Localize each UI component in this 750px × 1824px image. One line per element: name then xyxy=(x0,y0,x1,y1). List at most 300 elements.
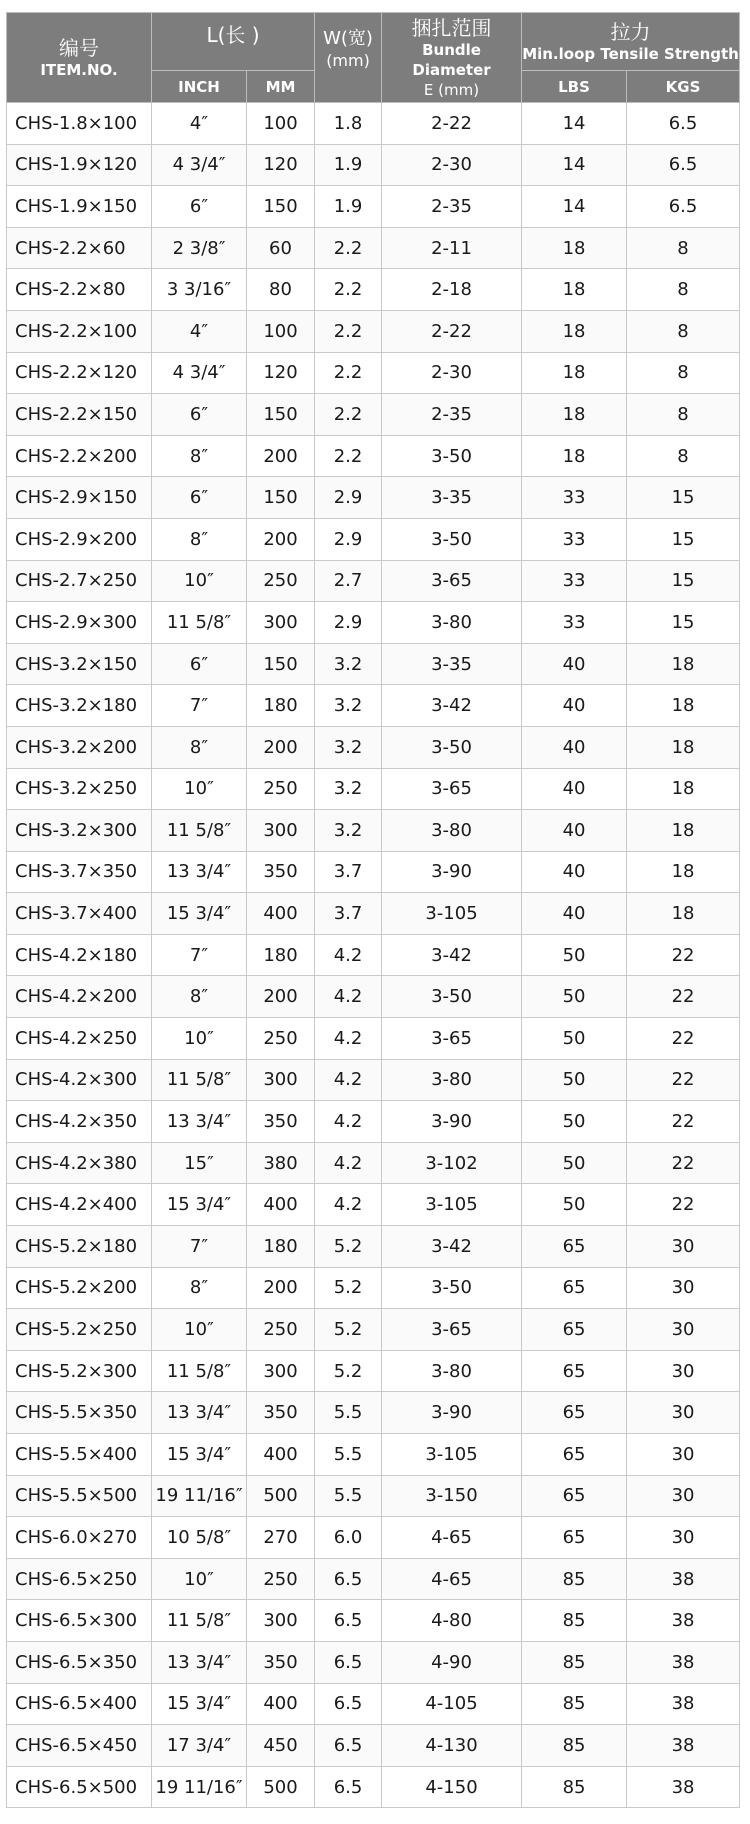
cell-length-inch: 8″ xyxy=(152,435,247,477)
cell-tensile-kgs: 18 xyxy=(627,643,740,685)
cell-tensile-lbs: 18 xyxy=(522,310,627,352)
table-row xyxy=(7,394,740,436)
cell-tensile-lbs: 40 xyxy=(522,768,627,810)
cell-length-mm: 150 xyxy=(247,643,315,685)
table-row xyxy=(7,1350,740,1392)
cell-tensile-kgs: 8 xyxy=(627,394,740,436)
table-row xyxy=(7,1184,740,1226)
cell-width: 2.9 xyxy=(315,477,382,519)
cell-tensile-lbs: 65 xyxy=(522,1517,627,1559)
cell-length-mm: 400 xyxy=(247,893,315,935)
cell-tensile-lbs: 85 xyxy=(522,1766,627,1808)
header-tensile-en: Min.loop Tensile Strength xyxy=(522,44,739,63)
cell-length-inch: 13 3/4″ xyxy=(152,1101,247,1143)
cell-tensile-lbs: 40 xyxy=(522,851,627,893)
cell-bundle-diameter: 3-102 xyxy=(382,1142,522,1184)
cell-bundle-diameter: 4-65 xyxy=(382,1558,522,1600)
header-width-unit: (mm) xyxy=(326,51,370,70)
cell-item-no: CHS-4.2×200 xyxy=(7,976,152,1018)
cell-item-no: CHS-2.2×80 xyxy=(7,269,152,311)
cell-bundle-diameter: 3-35 xyxy=(382,477,522,519)
cell-item-no: CHS-5.2×180 xyxy=(7,1226,152,1268)
table-row xyxy=(7,477,740,519)
cell-width: 5.5 xyxy=(315,1475,382,1517)
cell-length-inch: 11 5/8″ xyxy=(152,1059,247,1101)
cell-item-no: CHS-3.2×150 xyxy=(7,643,152,685)
cell-bundle-diameter: 3-50 xyxy=(382,1267,522,1309)
cell-length-mm: 450 xyxy=(247,1725,315,1767)
cell-length-inch: 17 3/4″ xyxy=(152,1725,247,1767)
cell-tensile-kgs: 30 xyxy=(627,1517,740,1559)
table-row xyxy=(7,1475,740,1517)
table-row xyxy=(7,1101,740,1143)
cell-item-no: CHS-6.5×350 xyxy=(7,1641,152,1683)
cell-bundle-diameter: 3-42 xyxy=(382,685,522,727)
cell-tensile-kgs: 15 xyxy=(627,518,740,560)
table-row xyxy=(7,1059,740,1101)
cell-width: 5.2 xyxy=(315,1309,382,1351)
cell-item-no: CHS-1.9×120 xyxy=(7,144,152,186)
table-row xyxy=(7,435,740,477)
cell-tensile-lbs: 50 xyxy=(522,1018,627,1060)
cell-item-no: CHS-5.5×350 xyxy=(7,1392,152,1434)
table-row xyxy=(7,1434,740,1476)
cell-length-mm: 100 xyxy=(247,310,315,352)
cell-length-inch: 13 3/4″ xyxy=(152,1392,247,1434)
cell-length-inch: 15″ xyxy=(152,1142,247,1184)
cell-length-mm: 300 xyxy=(247,1350,315,1392)
cell-bundle-diameter: 2-30 xyxy=(382,352,522,394)
cell-item-no: CHS-4.2×400 xyxy=(7,1184,152,1226)
table-row xyxy=(7,227,740,269)
table-row xyxy=(7,726,740,768)
cell-item-no: CHS-6.0×270 xyxy=(7,1517,152,1559)
header-mm: MM xyxy=(247,71,315,103)
cell-width: 1.9 xyxy=(315,186,382,228)
cell-length-inch: 19 11/16″ xyxy=(152,1475,247,1517)
cell-bundle-diameter: 2-35 xyxy=(382,186,522,228)
cell-tensile-kgs: 8 xyxy=(627,310,740,352)
cell-width: 4.2 xyxy=(315,1142,382,1184)
cell-item-no: CHS-5.5×400 xyxy=(7,1434,152,1476)
cell-tensile-kgs: 18 xyxy=(627,851,740,893)
cell-length-mm: 250 xyxy=(247,1558,315,1600)
cell-length-mm: 180 xyxy=(247,1226,315,1268)
cell-tensile-lbs: 50 xyxy=(522,976,627,1018)
cell-length-mm: 400 xyxy=(247,1434,315,1476)
table-row xyxy=(7,810,740,852)
header-bundle xyxy=(382,13,522,103)
cell-width: 4.2 xyxy=(315,1059,382,1101)
cell-item-no: CHS-2.2×120 xyxy=(7,352,152,394)
table-row xyxy=(7,1392,740,1434)
cell-tensile-kgs: 30 xyxy=(627,1267,740,1309)
cell-width: 5.2 xyxy=(315,1350,382,1392)
cell-tensile-kgs: 18 xyxy=(627,685,740,727)
cell-tensile-kgs: 6.5 xyxy=(627,144,740,186)
cell-tensile-lbs: 14 xyxy=(522,186,627,228)
cell-tensile-kgs: 30 xyxy=(627,1226,740,1268)
table-body xyxy=(7,103,740,1808)
cell-width: 2.2 xyxy=(315,352,382,394)
table-row xyxy=(7,851,740,893)
cell-tensile-kgs: 38 xyxy=(627,1600,740,1642)
cell-item-no: CHS-4.2×380 xyxy=(7,1142,152,1184)
cell-item-no: CHS-1.9×150 xyxy=(7,186,152,228)
cell-length-inch: 6″ xyxy=(152,394,247,436)
cell-length-mm: 250 xyxy=(247,1018,315,1060)
cell-tensile-kgs: 8 xyxy=(627,227,740,269)
cell-length-mm: 200 xyxy=(247,435,315,477)
cell-item-no: CHS-4.2×350 xyxy=(7,1101,152,1143)
cell-length-inch: 15 3/4″ xyxy=(152,1184,247,1226)
cell-length-inch: 4″ xyxy=(152,103,247,145)
cell-width: 6.5 xyxy=(315,1641,382,1683)
cell-item-no: CHS-3.2×250 xyxy=(7,768,152,810)
cell-length-inch: 15 3/4″ xyxy=(152,1683,247,1725)
cell-bundle-diameter: 3-80 xyxy=(382,1350,522,1392)
table-row xyxy=(7,1018,740,1060)
cell-tensile-lbs: 18 xyxy=(522,435,627,477)
header-length-label: L(长 ) xyxy=(206,23,260,47)
cell-width: 5.2 xyxy=(315,1226,382,1268)
cell-length-inch: 7″ xyxy=(152,934,247,976)
cell-tensile-lbs: 40 xyxy=(522,893,627,935)
cell-tensile-lbs: 18 xyxy=(522,352,627,394)
cell-length-mm: 120 xyxy=(247,352,315,394)
cell-width: 3.2 xyxy=(315,726,382,768)
cell-width: 3.2 xyxy=(315,643,382,685)
cell-length-mm: 350 xyxy=(247,1392,315,1434)
cell-bundle-diameter: 3-65 xyxy=(382,768,522,810)
cell-length-mm: 250 xyxy=(247,1309,315,1351)
table-row xyxy=(7,1267,740,1309)
cell-length-inch: 6″ xyxy=(152,186,247,228)
cell-width: 1.8 xyxy=(315,103,382,145)
cell-length-mm: 200 xyxy=(247,976,315,1018)
cell-item-no: CHS-2.9×200 xyxy=(7,518,152,560)
cell-tensile-kgs: 22 xyxy=(627,1184,740,1226)
table-row xyxy=(7,934,740,976)
cell-item-no: CHS-6.5×300 xyxy=(7,1600,152,1642)
table-row xyxy=(7,1309,740,1351)
cell-width: 6.5 xyxy=(315,1683,382,1725)
cell-item-no: CHS-2.2×150 xyxy=(7,394,152,436)
header-tensile xyxy=(522,13,740,71)
cell-tensile-lbs: 18 xyxy=(522,394,627,436)
cell-width: 1.9 xyxy=(315,144,382,186)
cell-tensile-lbs: 40 xyxy=(522,643,627,685)
table-row xyxy=(7,518,740,560)
cell-tensile-kgs: 22 xyxy=(627,1018,740,1060)
cell-width: 5.5 xyxy=(315,1392,382,1434)
cell-length-mm: 380 xyxy=(247,1142,315,1184)
cell-item-no: CHS-4.2×250 xyxy=(7,1018,152,1060)
cell-tensile-kgs: 18 xyxy=(627,768,740,810)
cell-bundle-diameter: 3-105 xyxy=(382,1434,522,1476)
cell-length-inch: 10″ xyxy=(152,1018,247,1060)
cell-width: 6.5 xyxy=(315,1766,382,1808)
cell-tensile-lbs: 50 xyxy=(522,1184,627,1226)
cell-item-no: CHS-6.5×250 xyxy=(7,1558,152,1600)
cell-tensile-kgs: 8 xyxy=(627,435,740,477)
cell-item-no: CHS-2.7×250 xyxy=(7,560,152,602)
cell-tensile-kgs: 30 xyxy=(627,1475,740,1517)
table-row xyxy=(7,144,740,186)
cell-tensile-lbs: 40 xyxy=(522,726,627,768)
cell-length-mm: 500 xyxy=(247,1766,315,1808)
cell-tensile-kgs: 15 xyxy=(627,560,740,602)
cell-item-no: CHS-2.2×60 xyxy=(7,227,152,269)
header-bundle-zh: 捆扎范围 xyxy=(411,15,492,40)
header-lbs: LBS xyxy=(522,71,627,103)
cell-length-inch: 2 3/8″ xyxy=(152,227,247,269)
cell-bundle-diameter: 3-90 xyxy=(382,1101,522,1143)
cell-length-inch: 7″ xyxy=(152,685,247,727)
table-row xyxy=(7,976,740,1018)
cell-bundle-diameter: 2-18 xyxy=(382,269,522,311)
cell-bundle-diameter: 3-50 xyxy=(382,976,522,1018)
cell-bundle-diameter: 3-50 xyxy=(382,518,522,560)
cell-length-inch: 11 5/8″ xyxy=(152,1350,247,1392)
cell-tensile-lbs: 18 xyxy=(522,269,627,311)
cell-width: 2.2 xyxy=(315,394,382,436)
cell-tensile-lbs: 33 xyxy=(522,518,627,560)
cell-length-inch: 3 3/16″ xyxy=(152,269,247,311)
cell-tensile-lbs: 33 xyxy=(522,602,627,644)
header-item-no xyxy=(7,13,152,103)
cell-length-inch: 6″ xyxy=(152,477,247,519)
cell-item-no: CHS-2.2×100 xyxy=(7,310,152,352)
table-row xyxy=(7,1725,740,1767)
cell-length-inch: 10″ xyxy=(152,768,247,810)
cell-width: 4.2 xyxy=(315,976,382,1018)
cell-tensile-lbs: 85 xyxy=(522,1725,627,1767)
cell-bundle-diameter: 3-105 xyxy=(382,893,522,935)
cell-width: 4.2 xyxy=(315,1101,382,1143)
cell-length-inch: 4″ xyxy=(152,310,247,352)
cell-length-mm: 350 xyxy=(247,1641,315,1683)
cell-length-inch: 13 3/4″ xyxy=(152,1641,247,1683)
cell-tensile-lbs: 33 xyxy=(522,560,627,602)
cell-length-inch: 4 3/4″ xyxy=(152,352,247,394)
cell-item-no: CHS-3.2×200 xyxy=(7,726,152,768)
cell-length-mm: 400 xyxy=(247,1184,315,1226)
table-row xyxy=(7,1683,740,1725)
cell-item-no: CHS-3.2×180 xyxy=(7,685,152,727)
header-tensile-zh: 拉力 xyxy=(610,19,651,44)
table-row xyxy=(7,352,740,394)
table-row xyxy=(7,269,740,311)
cell-tensile-kgs: 22 xyxy=(627,934,740,976)
cell-bundle-diameter: 3-65 xyxy=(382,1309,522,1351)
cell-tensile-lbs: 65 xyxy=(522,1226,627,1268)
cell-item-no: CHS-4.2×180 xyxy=(7,934,152,976)
cell-length-inch: 10″ xyxy=(152,560,247,602)
cell-length-mm: 180 xyxy=(247,934,315,976)
cell-length-mm: 60 xyxy=(247,227,315,269)
cell-length-inch: 10 5/8″ xyxy=(152,1517,247,1559)
cell-bundle-diameter: 3-80 xyxy=(382,602,522,644)
cell-tensile-kgs: 8 xyxy=(627,352,740,394)
cell-bundle-diameter: 2-30 xyxy=(382,144,522,186)
cell-bundle-diameter: 3-80 xyxy=(382,810,522,852)
cell-tensile-kgs: 30 xyxy=(627,1309,740,1351)
cell-bundle-diameter: 3-42 xyxy=(382,1226,522,1268)
cell-item-no: CHS-2.9×150 xyxy=(7,477,152,519)
table-row xyxy=(7,893,740,935)
header-item-en: ITEM.NO. xyxy=(40,60,118,79)
cell-tensile-kgs: 30 xyxy=(627,1350,740,1392)
cell-tensile-lbs: 65 xyxy=(522,1434,627,1476)
cell-length-mm: 150 xyxy=(247,186,315,228)
cell-item-no: CHS-3.7×350 xyxy=(7,851,152,893)
cell-length-mm: 150 xyxy=(247,477,315,519)
cell-width: 2.2 xyxy=(315,269,382,311)
cell-item-no: CHS-5.2×200 xyxy=(7,1267,152,1309)
cell-tensile-kgs: 38 xyxy=(627,1558,740,1600)
cell-bundle-diameter: 4-90 xyxy=(382,1641,522,1683)
cell-tensile-lbs: 50 xyxy=(522,1059,627,1101)
cell-item-no: CHS-1.8×100 xyxy=(7,103,152,145)
cell-tensile-kgs: 6.5 xyxy=(627,103,740,145)
cell-tensile-kgs: 18 xyxy=(627,893,740,935)
header-item-zh: 编号 xyxy=(59,35,99,60)
cell-tensile-kgs: 18 xyxy=(627,726,740,768)
cell-length-mm: 250 xyxy=(247,768,315,810)
table-row xyxy=(7,1641,740,1683)
table-row xyxy=(7,602,740,644)
cell-length-inch: 10″ xyxy=(152,1309,247,1351)
cell-width: 2.2 xyxy=(315,310,382,352)
cell-tensile-kgs: 6.5 xyxy=(627,186,740,228)
cell-length-mm: 300 xyxy=(247,1059,315,1101)
cell-length-inch: 6″ xyxy=(152,643,247,685)
cell-length-inch: 11 5/8″ xyxy=(152,810,247,852)
cell-bundle-diameter: 2-22 xyxy=(382,103,522,145)
header-inch: INCH xyxy=(152,71,247,103)
table-row xyxy=(7,103,740,145)
cell-width: 2.7 xyxy=(315,560,382,602)
table-row xyxy=(7,643,740,685)
header-kgs: KGS xyxy=(627,71,740,103)
cell-bundle-diameter: 3-50 xyxy=(382,726,522,768)
cell-length-mm: 500 xyxy=(247,1475,315,1517)
cell-tensile-kgs: 18 xyxy=(627,810,740,852)
cell-length-inch: 15 3/4″ xyxy=(152,1434,247,1476)
cell-bundle-diameter: 3-35 xyxy=(382,643,522,685)
cell-tensile-lbs: 40 xyxy=(522,810,627,852)
cell-width: 3.2 xyxy=(315,768,382,810)
cell-bundle-diameter: 4-150 xyxy=(382,1766,522,1808)
header-length xyxy=(152,13,315,71)
cell-tensile-lbs: 85 xyxy=(522,1558,627,1600)
cell-tensile-kgs: 22 xyxy=(627,1142,740,1184)
header-width xyxy=(315,13,382,103)
cell-width: 3.7 xyxy=(315,893,382,935)
cell-width: 4.2 xyxy=(315,1184,382,1226)
cell-bundle-diameter: 3-90 xyxy=(382,1392,522,1434)
cell-length-mm: 200 xyxy=(247,1267,315,1309)
cell-width: 6.0 xyxy=(315,1517,382,1559)
header-width-label: W(宽) xyxy=(323,28,373,49)
table-row xyxy=(7,1600,740,1642)
cell-tensile-kgs: 8 xyxy=(627,269,740,311)
table-row xyxy=(7,1226,740,1268)
cell-tensile-kgs: 38 xyxy=(627,1641,740,1683)
cell-length-mm: 80 xyxy=(247,269,315,311)
cell-tensile-kgs: 38 xyxy=(627,1725,740,1767)
cell-bundle-diameter: 2-11 xyxy=(382,227,522,269)
cell-item-no: CHS-2.2×200 xyxy=(7,435,152,477)
cell-length-inch: 8″ xyxy=(152,976,247,1018)
cell-tensile-kgs: 22 xyxy=(627,1101,740,1143)
cell-length-inch: 11 5/8″ xyxy=(152,1600,247,1642)
cell-length-mm: 200 xyxy=(247,726,315,768)
cell-length-inch: 15 3/4″ xyxy=(152,893,247,935)
cell-tensile-lbs: 65 xyxy=(522,1350,627,1392)
cell-width: 2.2 xyxy=(315,227,382,269)
cell-bundle-diameter: 3-105 xyxy=(382,1184,522,1226)
cell-tensile-kgs: 15 xyxy=(627,602,740,644)
cell-bundle-diameter: 3-65 xyxy=(382,560,522,602)
cell-length-mm: 150 xyxy=(247,394,315,436)
cell-item-no: CHS-4.2×300 xyxy=(7,1059,152,1101)
cell-tensile-lbs: 85 xyxy=(522,1641,627,1683)
cell-width: 3.2 xyxy=(315,810,382,852)
cell-length-inch: 8″ xyxy=(152,726,247,768)
header-bundle-en: Bundle Diameter xyxy=(412,40,491,79)
cell-tensile-lbs: 50 xyxy=(522,934,627,976)
cell-length-mm: 300 xyxy=(247,602,315,644)
cell-tensile-kgs: 30 xyxy=(627,1392,740,1434)
cell-length-inch: 10″ xyxy=(152,1558,247,1600)
cell-length-inch: 4 3/4″ xyxy=(152,144,247,186)
cell-length-inch: 11 5/8″ xyxy=(152,602,247,644)
cell-tensile-lbs: 85 xyxy=(522,1683,627,1725)
cell-width: 5.5 xyxy=(315,1434,382,1476)
cell-bundle-diameter: 3-65 xyxy=(382,1018,522,1060)
cell-tensile-kgs: 38 xyxy=(627,1683,740,1725)
cell-tensile-lbs: 65 xyxy=(522,1475,627,1517)
table-row xyxy=(7,1142,740,1184)
cell-bundle-diameter: 3-150 xyxy=(382,1475,522,1517)
cell-length-mm: 120 xyxy=(247,144,315,186)
cell-tensile-kgs: 30 xyxy=(627,1434,740,1476)
cell-tensile-kgs: 38 xyxy=(627,1766,740,1808)
cell-bundle-diameter: 3-80 xyxy=(382,1059,522,1101)
cell-item-no: CHS-3.7×400 xyxy=(7,893,152,935)
table-row xyxy=(7,310,740,352)
cell-bundle-diameter: 3-90 xyxy=(382,851,522,893)
cell-width: 5.2 xyxy=(315,1267,382,1309)
cell-length-inch: 13 3/4″ xyxy=(152,851,247,893)
cell-bundle-diameter: 4-80 xyxy=(382,1600,522,1642)
cell-tensile-lbs: 33 xyxy=(522,477,627,519)
table-row xyxy=(7,1766,740,1808)
cell-item-no: CHS-6.5×400 xyxy=(7,1683,152,1725)
cell-bundle-diameter: 4-105 xyxy=(382,1683,522,1725)
cell-tensile-lbs: 65 xyxy=(522,1267,627,1309)
cell-bundle-diameter: 2-35 xyxy=(382,394,522,436)
cell-length-mm: 350 xyxy=(247,851,315,893)
cell-length-mm: 350 xyxy=(247,1101,315,1143)
cell-tensile-kgs: 22 xyxy=(627,976,740,1018)
cell-tensile-lbs: 18 xyxy=(522,227,627,269)
cell-length-mm: 250 xyxy=(247,560,315,602)
cell-bundle-diameter: 4-65 xyxy=(382,1517,522,1559)
cell-bundle-diameter: 2-22 xyxy=(382,310,522,352)
